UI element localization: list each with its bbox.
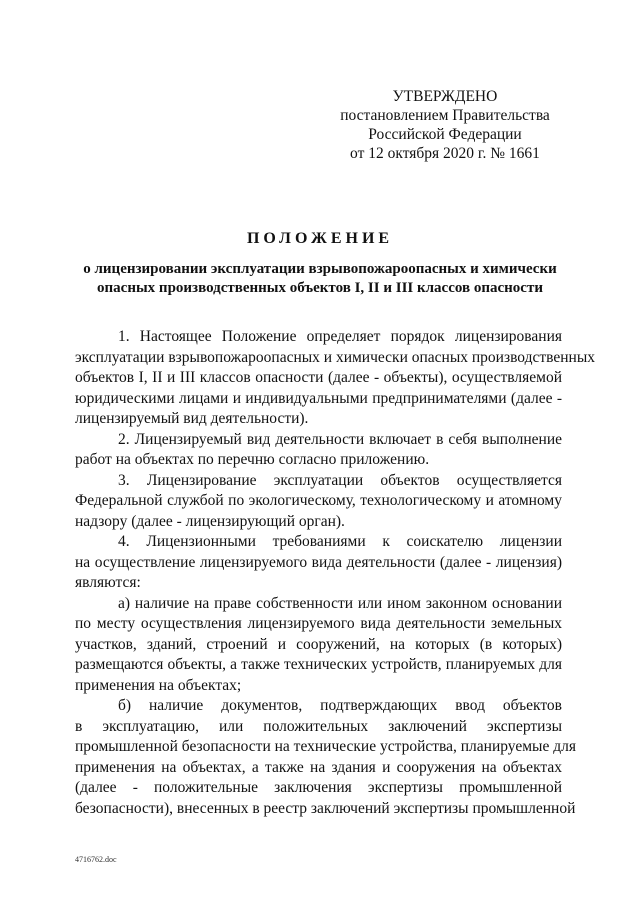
document-body xyxy=(75,327,596,819)
body-line: (далее - положительные заключения экспертизы промышленной xyxy=(75,779,562,796)
body-line: являются: xyxy=(75,574,141,591)
body-line: размещаются объекты, а также технических устройств, планируемых для xyxy=(75,656,562,673)
body-line: на осуществление лицензируемого вида деятельности (далее - лицензия) xyxy=(75,553,562,571)
approval-stamp-line-2: постановлением Правительства xyxy=(340,107,550,124)
document-subtitle-line-2: опасных производственных объектов I, II и III классов опасности xyxy=(97,280,543,296)
body-line: 1. Настоящее Положение определяет порядок лицензирования xyxy=(118,328,562,345)
body-line: промышленной безопасности на технические устройства, планируемые для xyxy=(75,738,576,755)
body-line: Федеральной службой по экологическому, технологическому и атомному xyxy=(75,492,562,509)
document-title: ПОЛОЖЕНИЕ xyxy=(246,230,394,247)
body-line: а) наличие на праве собственности или ином законном основании xyxy=(118,594,562,612)
body-line: безопасности), внесенных в реестр заключений экспертизы промышленной xyxy=(75,799,576,817)
file-name-footer: 4716762.doc xyxy=(75,855,117,864)
body-line: надзору (далее - лицензирующий орган). xyxy=(75,512,345,530)
body-line: юридическими лицами и индивидуальными предпринимателями (далее - xyxy=(75,389,562,407)
body-line: эксплуатации взрывопожароопасных и химически опасных производственных xyxy=(75,348,596,366)
body-line: работ на объектах по перечню согласно приложению. xyxy=(75,451,430,468)
body-line: участков, зданий, строений и сооружений, на которых (в которых) xyxy=(75,635,562,653)
approval-stamp-line-1: УТВЕРЖДЕНО xyxy=(392,88,498,105)
body-line: объектов I, II и III классов опасности (далее - объекты), осуществляемой xyxy=(75,369,562,386)
body-line: 4. Лицензионными требованиями к соискателю лицензии xyxy=(118,533,562,550)
body-line: применения на объектах; xyxy=(75,676,242,694)
approval-stamp-line-3: Российской Федерации xyxy=(368,126,522,143)
body-line: 3. Лицензирование эксплуатации объектов осуществляется xyxy=(118,471,562,489)
body-line: б) наличие документов, подтверждающих ввод объектов xyxy=(118,697,562,714)
body-line: лицензируемый вид деятельности). xyxy=(75,410,309,427)
body-line: по месту осуществления лицензируемого вида деятельности земельных xyxy=(75,615,562,632)
document-subtitle xyxy=(60,260,580,298)
body-line: 2. Лицензируемый вид деятельности включает в себя выполнение xyxy=(118,430,562,448)
body-line: применения на объектах, а также на здания и сооружения на объектах xyxy=(75,758,562,776)
approval-stamp-line-4: от 12 октября 2020 г. № 1661 xyxy=(350,145,540,162)
body-line: в эксплуатацию, или положительных заключений экспертизы xyxy=(75,717,562,735)
approval-stamp xyxy=(330,87,560,163)
document-subtitle-line-1: о лицензировании эксплуатации взрывопожароопасных и химически xyxy=(83,261,557,277)
